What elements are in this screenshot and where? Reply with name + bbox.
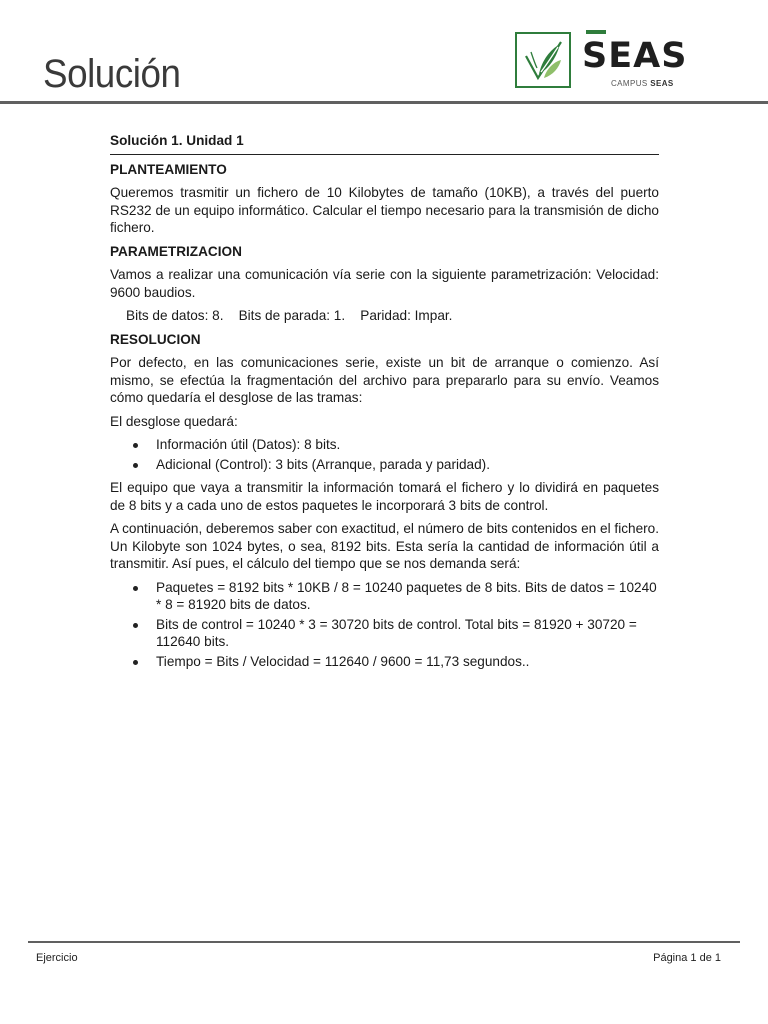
- footer-label: Ejercicio: [36, 952, 78, 964]
- footer-divider: [28, 941, 740, 943]
- logo-subtitle: [611, 79, 674, 88]
- logo-accent-bar: [586, 30, 606, 34]
- list-item: Adicional (Control): 3 bits (Arranque, parada y paridad).: [110, 456, 659, 474]
- logo-subtitle-bold: SEAS: [650, 79, 674, 88]
- list-item: Bits de control = 10240 * 3 = 30720 bits de control. Total bits = 81920 + 30720 = 112640 bits.: [110, 616, 659, 651]
- seas-logo: [515, 30, 695, 92]
- seas-leaf-logo-icon: [515, 32, 571, 88]
- header-divider: [0, 101, 768, 104]
- list-item: Tiempo = Bits / Velocidad = 112640 / 9600 = 11,73 segundos..: [110, 653, 659, 671]
- solution-title: Solución 1. Unidad 1: [110, 132, 659, 155]
- planteamiento-text: Queremos trasmitir un fichero de 10 Kilobytes de tamaño (10KB), a través del puerto RS232 de un equipo informático. Calcular el tiempo necesario para la transmisión de dicho fichero.: [110, 185, 659, 235]
- resolucion-paragraph-1: Por defecto, en las comunicaciones serie, existe un bit de arranque o comienzo. Así mismo, se efectúa la fragmentación del archivo para prepararlo para su envío. Veamos cómo quedaría el desglose de las tramas:: [110, 355, 659, 405]
- resolucion-paragraph-2: El desglose quedará:: [110, 413, 238, 429]
- list-item: Información útil (Datos): 8 bits.: [110, 436, 659, 454]
- section-heading-parametrizacion: PARAMETRIZACION: [110, 243, 242, 259]
- resolucion-paragraph-4: A continuación, deberemos saber con exactitud, el número de bits contenidos en el fichero. Un Kilobyte son 1024 bytes, o sea, 8192 bits. Esta sería la cantidad de información útil a transmitir. Así pues, el cálculo del tiempo que se nos demanda será:: [110, 521, 659, 571]
- section-heading-resolucion: RESOLUCION: [110, 331, 201, 347]
- list-item: Paquetes = 8192 bits * 10KB / 8 = 10240 paquetes de 8 bits. Bits de datos = 10240 * 8 = 81920 bits de datos.: [110, 579, 659, 614]
- logo-wordmark: SEAS: [582, 36, 688, 76]
- resolucion-paragraph-3: El equipo que vaya a transmitir la información tomará el fichero y lo dividirá en paquetes de 8 bits y a cada uno de estos paquetes le incorporará 3 bits de control.: [110, 480, 659, 513]
- parametrizacion-text: Vamos a realizar una comunicación vía serie con la siguiente parametrización: Velocidad: 9600 baudios.: [110, 267, 659, 300]
- page-number: Página 1 de 1: [653, 952, 721, 964]
- parameters-line: Bits de datos: 8. Bits de parada: 1. Paridad: Impar.: [126, 308, 453, 323]
- breakdown-list: [110, 436, 659, 473]
- logo-subtitle-prefix: CAMPUS: [611, 79, 648, 88]
- calculation-list: [110, 579, 659, 671]
- document-body: [110, 132, 659, 676]
- section-heading-planteamiento: PLANTEAMIENTO: [110, 161, 227, 177]
- page-title: Solución: [43, 52, 181, 96]
